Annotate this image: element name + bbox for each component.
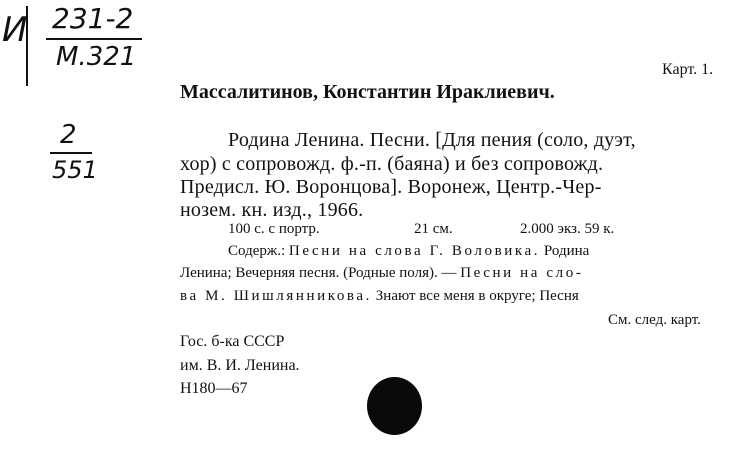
holder-line-2: им. В. И. Ленина. — [180, 357, 300, 374]
collation-pages: 100 с. с портр. — [228, 221, 320, 237]
contents-line-3 — [180, 289, 579, 304]
punch-hole — [367, 377, 422, 435]
contents-line-2 — [180, 266, 583, 281]
contents-titles-2: Знают все меня в округе; Песня — [375, 288, 579, 304]
collation-size: 21 см. — [414, 221, 453, 237]
continuation-note: См. след. карт. — [608, 312, 701, 328]
shelfmark-bottom: М.321 — [56, 42, 137, 72]
description-line-2: хор) с сопровожд. ф.-п. (баяна) и без сопровожд. — [180, 153, 604, 175]
holder-line-1: Гос. б-ка СССР — [180, 333, 285, 350]
contents-titles: Ленина; Вечерняя песня. (Родные поля). — — [180, 265, 457, 281]
author-heading: Массалитинов, Константин Ираклиевич. — [180, 81, 555, 103]
inventory-fraction-line — [50, 152, 92, 154]
contents-song-group-1: Песни на слова Г. Воловика. — [288, 243, 541, 259]
contents-label: Содерж.: — [228, 243, 286, 259]
contents-title-start: Родина — [543, 243, 590, 259]
inventory-top: 2 — [60, 120, 77, 150]
description-line-1: Родина Ленина. Песни. [Для пения (соло, дуэт, — [228, 129, 636, 151]
shelfmark-fraction-line — [46, 38, 142, 40]
card-number: Карт. 1. — [662, 61, 714, 78]
shelfmark-letter: И — [2, 10, 28, 50]
collation-copies: 2.000 экз. 59 к. — [520, 221, 615, 237]
description-line-3: Предисл. Ю. Воронцова]. Воронеж, Центр.-Чер- — [180, 176, 602, 198]
contents-song-group-2-end: ва М. Шишлянникова. — [180, 288, 373, 304]
shelfmark-top: 231-2 — [52, 2, 134, 35]
holder-line-3: Н180—67 — [180, 380, 248, 397]
contents-song-group-2-start: Песни на сло- — [460, 265, 584, 281]
description-line-4: нозем. кн. изд., 1966. — [180, 199, 364, 221]
contents-line-1 — [228, 244, 589, 259]
inventory-bottom: 551 — [52, 156, 98, 184]
